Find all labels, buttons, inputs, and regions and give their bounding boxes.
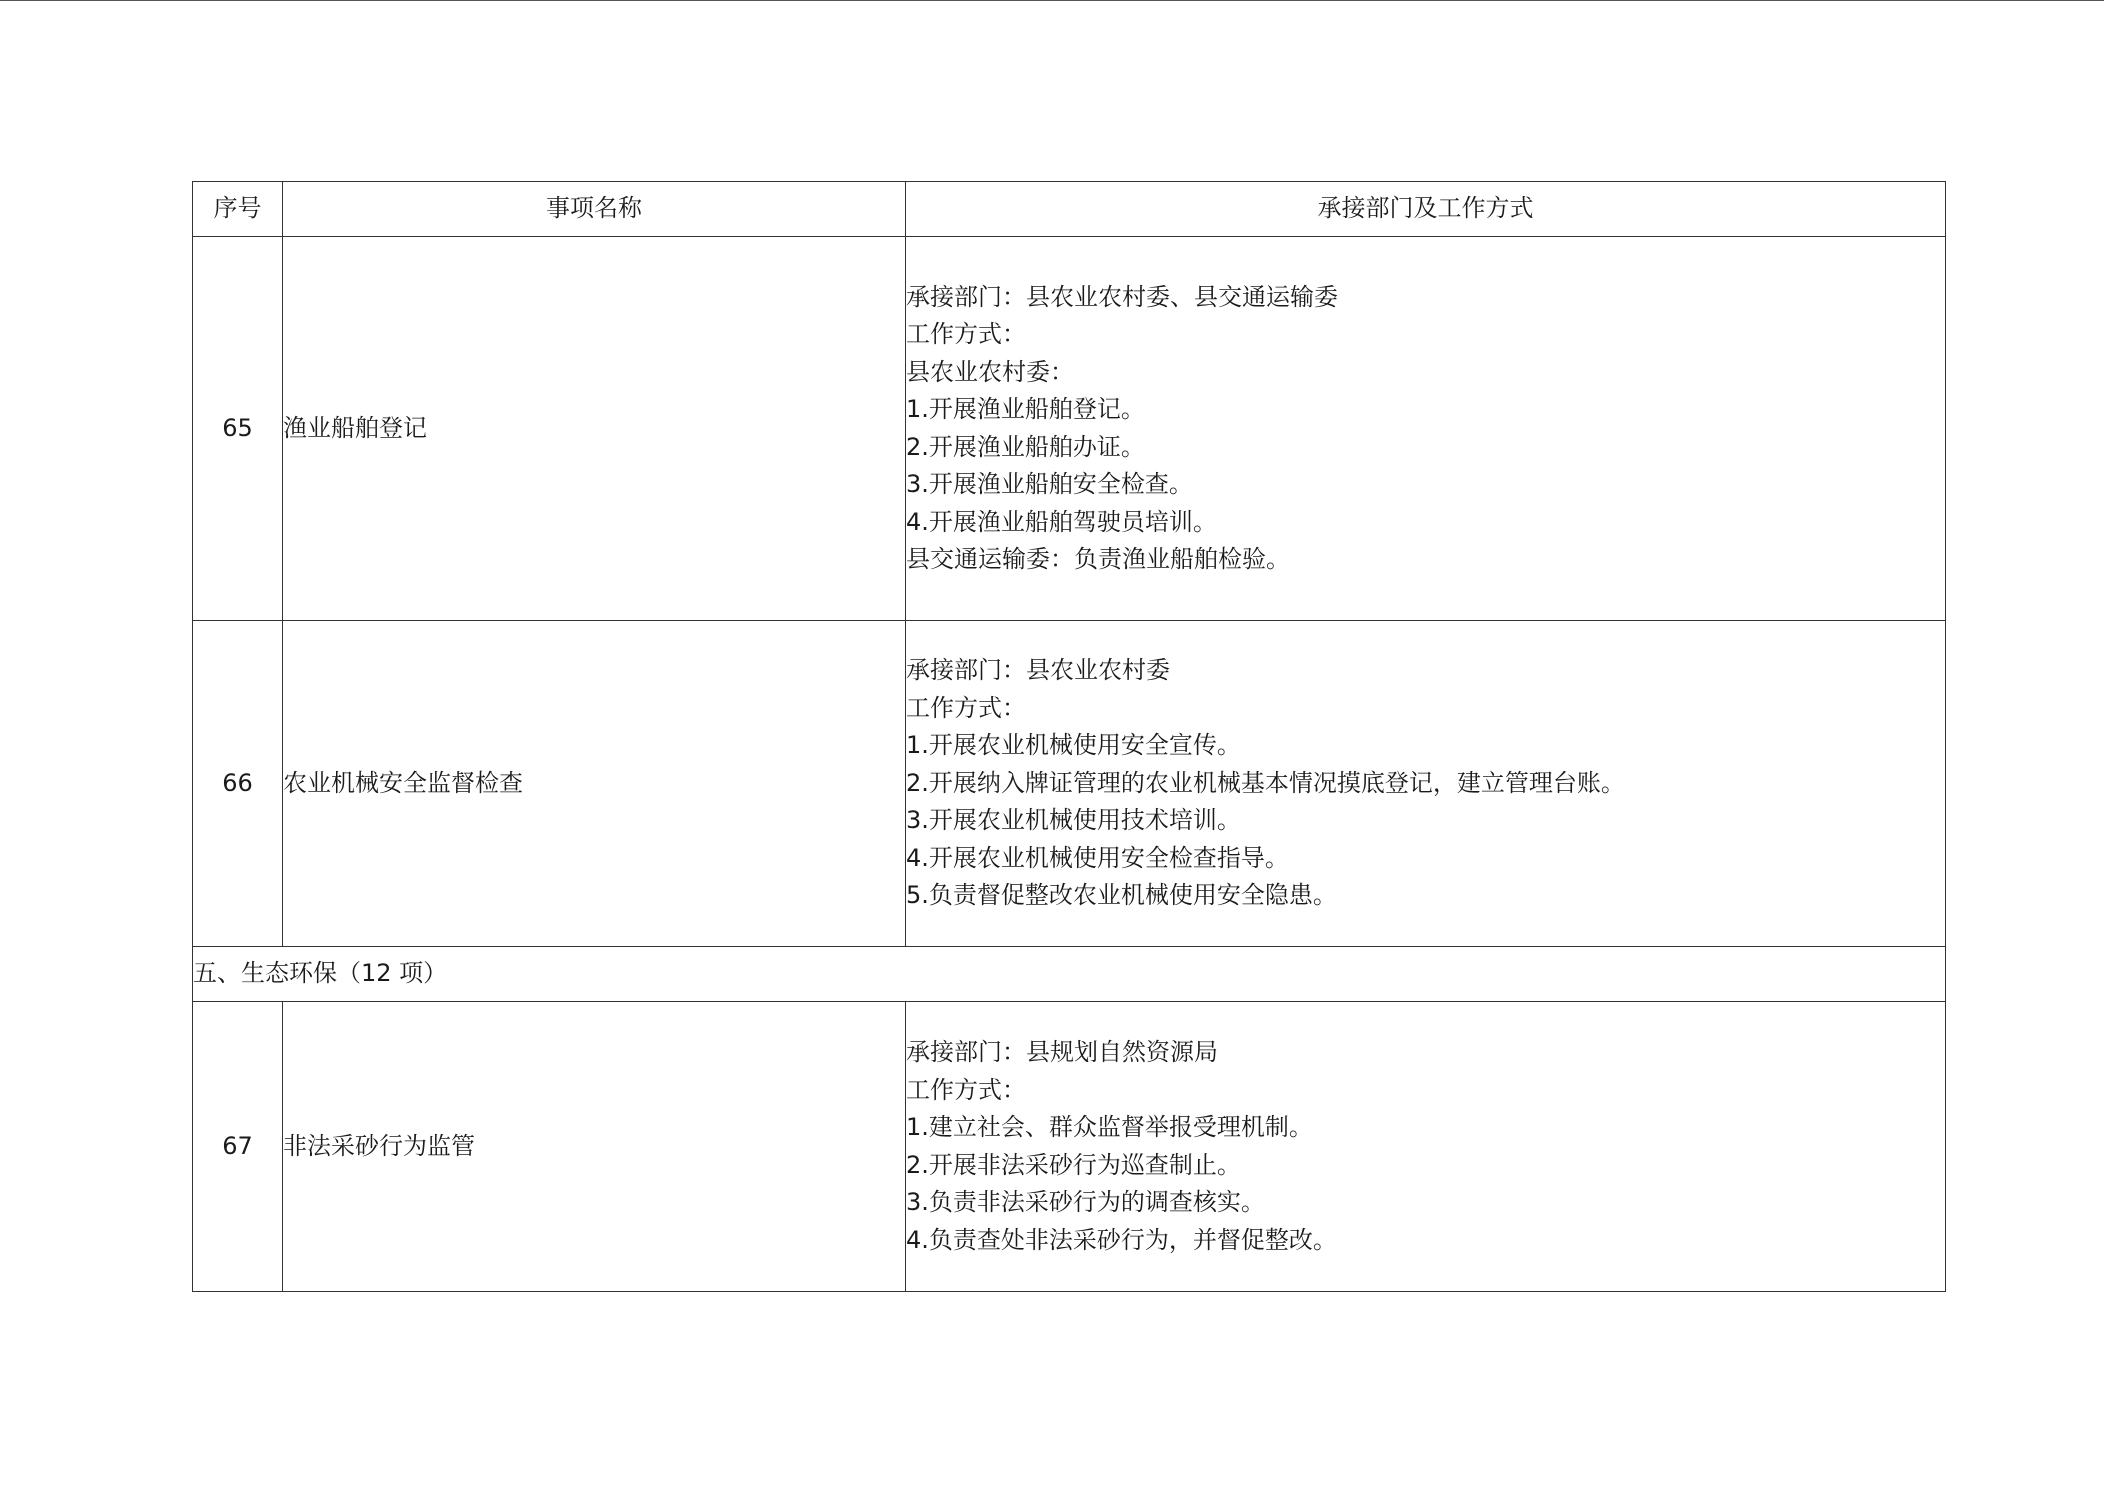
dept-and-method — [906, 1002, 1946, 1292]
text-line: 4.开展渔业船舶驾驶员培训。 — [906, 507, 1217, 536]
text-line: 1.开展渔业船舶登记。 — [906, 395, 1145, 423]
row-number: 67 — [193, 1002, 283, 1292]
row-number: 65 — [193, 237, 283, 621]
table-row — [193, 621, 1946, 947]
text-line: 工作方式： — [906, 1075, 1026, 1104]
text-line: 县农业农村委： — [906, 357, 1074, 386]
text-line: 4.开展农业机械使用安全检查指导。 — [906, 843, 1289, 872]
text-line: 工作方式： — [906, 693, 1026, 722]
table-row — [193, 237, 1946, 621]
text-line: 3.负责非法采砂行为的调查核实。 — [906, 1188, 1265, 1216]
text-line: 1.建立社会、群众监督举报受理机制。 — [906, 1113, 1313, 1141]
matter-name: 渔业船舶登记 — [283, 237, 906, 621]
text-line: 2.开展渔业船舶办证。 — [906, 432, 1145, 461]
matter-name: 非法采砂行为监管 — [283, 1002, 906, 1292]
text-line: 承接部门：县农业农村委 — [906, 656, 1170, 685]
header-name: 事项名称 — [283, 182, 906, 237]
matters-table — [192, 181, 1946, 1292]
header-dept: 承接部门及工作方式 — [906, 182, 1946, 237]
text-line: 3.开展农业机械使用技术培训。 — [906, 806, 1241, 835]
table-header-row — [193, 182, 1946, 237]
text-line: 3.开展渔业船舶安全检查。 — [906, 470, 1193, 498]
row-number: 66 — [193, 621, 283, 947]
matter-name: 农业机械安全监督检查 — [283, 621, 906, 947]
text-line: 承接部门：县农业农村委、县交通运输委 — [906, 282, 1338, 311]
dept-and-method — [906, 621, 1946, 947]
text-line: 5.负责督促整改农业机械使用安全隐患。 — [906, 881, 1337, 910]
text-line: 工作方式： — [906, 320, 1026, 348]
text-line: 2.开展纳入牌证管理的农业机械基本情况摸底登记，建立管理台账。 — [906, 768, 1625, 797]
text-line: 2.开展非法采砂行为巡查制止。 — [906, 1150, 1241, 1179]
header-no: 序号 — [193, 182, 283, 237]
table-row — [193, 1002, 1946, 1292]
text-line: 1.开展农业机械使用安全宣传。 — [906, 731, 1241, 760]
section-heading: 五、生态环保（12 项） — [193, 947, 1946, 1002]
text-line: 4.负责查处非法采砂行为，并督促整改。 — [906, 1225, 1337, 1254]
page-top-border — [0, 0, 2104, 1]
dept-and-method — [906, 237, 1946, 621]
text-line: 承接部门：县规划自然资源局 — [906, 1038, 1218, 1066]
text-line: 县交通运输委：负责渔业船舶检验。 — [906, 545, 1290, 573]
section-row — [193, 947, 1946, 1002]
